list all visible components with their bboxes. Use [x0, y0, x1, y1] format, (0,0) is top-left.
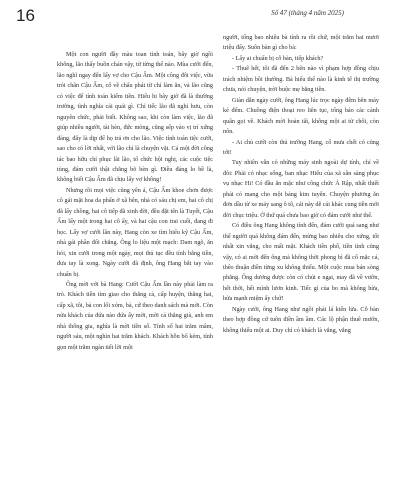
paragraph: - Thuê hết, tôi đã đến 2 bên nào vì phạm hợp đồng chịu trách nhiệm bồi thường. Bà hiểu thể nào là kinh tế thị trường chưa, nói chuyện, trời buộc mẹ bằng tiền. [223, 65, 379, 94]
paragraph: - Lấy ai chuẩn bị cỗ bàn, tiếp khách? [232, 54, 324, 62]
issue-header: Số 47 (tháng 4 năm 2025) [271, 9, 344, 17]
paragraph: Giàn dẫn ngày cưới, ông Hang lúc trọc ngày đêm bên máy kẻ đếm. Chuồng điện thoại reo liên tục, tổng báo các cảnh quân gọi về. Khách mời hoàn tất, không một ai từ chối, còn nôn. [223, 96, 379, 136]
paragraph: Một con người đầy màu toan tính toán, bây giờ ngồi không, lão thấy buồn chán vậy, từ từng thể nào. Mùa cưới đến, lão nghĩ ngay đến lấy vợ cho Cậu Ấm. Một công đôi việc, vừa trói chân Cậu Ấm, cố về chấu phát từ chỉ làm ăn, và lão cũng có việc để tính toán kiếm tiền. Hiểu hi bây giờ đã là thường trường, tình nghĩa cái quái gì. Chỉ tiếc lão đã nghỉ hưu, còn nguyên chức, phải biết. Không sao, khi còn làm việc, lão đã giúp nhiều người, tài hèn, đức mỏng, cũng sếp vào vị trí xứng đáng, đây là dịp để họ trả ơn cho lão. Việc tính toán tiệc cưới, sao cho có lời nhất, với lão chỉ là chuyện vặt. Cả một đời công tác bao hữu chỉ phục lãi lão, tổ chức hội nghị, các cuộc tiệc tùng, đám cưới thật chẳng bõ bèn gì. Điều đáng lo bề là, không biết Cậu Ấm đã chịu lấy vợ không! [57, 51, 213, 184]
paragraph: - Ai chủ cưới còn thủ trường Hang, cổ mưa chết có cũng tới! [223, 138, 379, 156]
page-number: 16 [16, 6, 35, 25]
paragraph: Nhưng rồi mọi việc cũng yên ả, Cậu Ấm khoe chơn được cô gái mặt hoa da phấn ở xã bên, nhà có sáu chị em, hai cô chị đã lấy chồng, hai cô tiếp đã xinh đời, đều đặt tên là Tuyết, Cậu Ấm lấy một trong hai cô ấy, và hai cậu con trai cuối, đang đi học. Lấy vợ cưới lần này, Hang còn xe tìm hiểu kỹ Cậu Ấm, nhà gái phần đối chẳng. Ông lo liệu một mạch: Dam ngõ, ăn hỏi, xin cưới trong một ngày, mọi thủ tục đều tính bằng tiền, đưa tay là xong. Ngày cưới đã định, ông Hang bắt tay vào chuẩn bị. [57, 186, 213, 278]
paragraph: Ngày cưới, ông Hang như ngồi phải lá kiến lửa. Cỗ bàn theo hợp đồng cứ tuôn điền ầm ầm. Các lộ phận thuê mướn, không thiếu một ai. Duy chỉ có khách là vắng, vắng [223, 305, 379, 334]
paragraph: Tuy nhiên vẫn có những máy sinh ngoài dự tính, chỉ về đòi: Phải có nhạc sống, ban nhạc Hiếu của xã sẵn sàng phục vụ nhạc Hi! Có đầu ăn mặc như công chức Ả Rập, nhất thiết phải có mang cho một bảng kim tuyến. Chuyện phương ăn đơn dầu từ xe máy sang ô tô, cái này dễ cái khác cung tiền mới đời chục triệu. Ở thứ quá chưa bao giờ có đám cưới như thế. [223, 159, 379, 219]
paragraph: người, tổng bao nhiêu bà tính ra rồi chứ, một trăm hai mươi triệu đấy. Suôn bàn gì cho bà: [223, 34, 379, 52]
paragraph: Có điều ông Hang không tính đến, đám cưới quá sang như thế người quá không đám đến, mừng bao nhiêu cho xứng, tốt nhất xin vắng, cho mất mặt. Khách tiền phố, tiền tình cũng vậy, có ai mời đến ông mà không thời phong bì đã cố mặc cả, thêo thuận điền từng xu không thiếu. Một cuộc mua bán sòng phẳng. Ông dương được còn có chút e ngại, may đã về vườn, hết thời, hết mình lươn kinh. Tiếc gì của bo mà không hừa, hừa mạnh miệm ấy chứ! [223, 222, 379, 303]
right-column [223, 33, 379, 336]
paragraph: Ông mời với bà Hang: Cưới Cậu Ấm lần này phải làm ra trò. Khách tiền tìm giao cho thằng cả, cấp huyện, thằng hai, cấp xã, tôi, bà con lối xóm, bà, cứ theo danh sách mà mời. Còn nửa khách của đứa nào đứa ấy mời, mời cả thằng già, anh em nhà thông gia, nghĩa là mời tiền số. Tính số hai trăm mâm, người sáu, một nghìn hai trăm khách. Khách hỗn bổ kém, tính gọn một trăm ngàn tiết lời một [57, 280, 213, 351]
left-column [57, 50, 213, 353]
